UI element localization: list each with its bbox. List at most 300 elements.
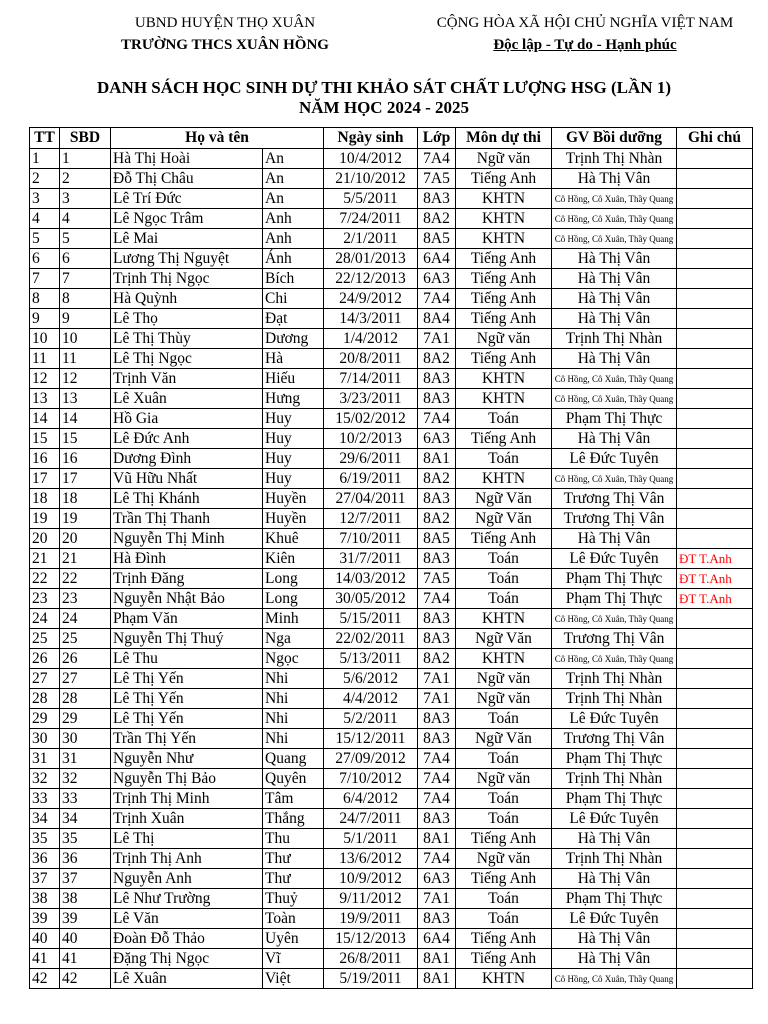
cell-tt: 32	[30, 769, 60, 789]
cell-class: 8A2	[418, 349, 456, 369]
table-row	[30, 749, 753, 769]
cell-family-name: Trần Thị Thanh	[111, 509, 263, 529]
cell-note	[677, 489, 753, 509]
cell-birthdate: 7/24/2011	[324, 209, 418, 229]
table-row	[30, 929, 753, 949]
cell-subject: Tiếng Anh	[456, 429, 552, 449]
cell-birthdate: 22/12/2013	[324, 269, 418, 289]
cell-class: 8A2	[418, 469, 456, 489]
table-row	[30, 489, 753, 509]
cell-class: 8A3	[418, 629, 456, 649]
cell-note	[677, 609, 753, 629]
cell-tt: 31	[30, 749, 60, 769]
cell-class: 8A1	[418, 449, 456, 469]
col-birthdate: Ngày sinh	[324, 128, 418, 149]
cell-given-name: Đạt	[263, 309, 324, 329]
cell-given-name: Khuê	[263, 529, 324, 549]
cell-birthdate: 24/9/2012	[324, 289, 418, 309]
cell-note	[677, 669, 753, 689]
cell-teacher: Cô Hồng, Cô Xuân, Thầy Quang	[552, 189, 677, 209]
table-row	[30, 509, 753, 529]
cell-sbd: 23	[60, 589, 111, 609]
cell-birthdate: 27/09/2012	[324, 749, 418, 769]
cell-sbd: 35	[60, 829, 111, 849]
cell-given-name: Nhi	[263, 689, 324, 709]
cell-teacher: Hà Thị Vân	[552, 309, 677, 329]
cell-note	[677, 389, 753, 409]
cell-class: 8A3	[418, 549, 456, 569]
cell-given-name: Long	[263, 589, 324, 609]
table-row	[30, 949, 753, 969]
table-row	[30, 889, 753, 909]
cell-family-name: Đoàn Đỗ Thảo	[111, 929, 263, 949]
cell-note	[677, 149, 753, 169]
cell-birthdate: 5/13/2011	[324, 649, 418, 669]
cell-tt: 8	[30, 289, 60, 309]
table-row	[30, 249, 753, 269]
cell-note: ĐT T.Anh	[677, 549, 753, 569]
cell-sbd: 38	[60, 889, 111, 909]
col-full-name: Họ và tên	[111, 128, 324, 149]
cell-tt: 10	[30, 329, 60, 349]
student-list-table	[29, 127, 753, 989]
cell-family-name: Lương Thị Nguyệt	[111, 249, 263, 269]
cell-class: 7A1	[418, 329, 456, 349]
cell-tt: 15	[30, 429, 60, 449]
cell-class: 7A1	[418, 889, 456, 909]
table-row	[30, 449, 753, 469]
cell-sbd: 19	[60, 509, 111, 529]
cell-note	[677, 349, 753, 369]
cell-teacher: Trịnh Thị Nhàn	[552, 769, 677, 789]
cell-sbd: 29	[60, 709, 111, 729]
cell-family-name: Phạm Văn	[111, 609, 263, 629]
cell-subject: Toán	[456, 889, 552, 909]
cell-subject: KHTN	[456, 609, 552, 629]
table-row	[30, 289, 753, 309]
cell-subject: Ngữ văn	[456, 329, 552, 349]
cell-subject: Tiếng Anh	[456, 929, 552, 949]
cell-note	[677, 329, 753, 349]
cell-family-name: Lê Mai	[111, 229, 263, 249]
cell-subject: Toán	[456, 549, 552, 569]
cell-class: 7A5	[418, 169, 456, 189]
cell-given-name: Toàn	[263, 909, 324, 929]
cell-family-name: Lê Trí Đức	[111, 189, 263, 209]
cell-tt: 20	[30, 529, 60, 549]
cell-given-name: Huy	[263, 409, 324, 429]
cell-note: ĐT T.Anh	[677, 569, 753, 589]
cell-tt: 2	[30, 169, 60, 189]
cell-class: 8A3	[418, 389, 456, 409]
cell-note	[677, 289, 753, 309]
cell-given-name: Vĩ	[263, 949, 324, 969]
cell-sbd: 1	[60, 149, 111, 169]
cell-note	[677, 749, 753, 769]
cell-teacher: Cô Hồng, Cô Xuân, Thầy Quang	[552, 469, 677, 489]
cell-class: 6A3	[418, 429, 456, 449]
cell-teacher: Lê Đức Tuyên	[552, 909, 677, 929]
cell-note	[677, 249, 753, 269]
cell-birthdate: 24/7/2011	[324, 809, 418, 829]
cell-family-name: Lê Văn	[111, 909, 263, 929]
cell-note	[677, 949, 753, 969]
table-row	[30, 349, 753, 369]
cell-family-name: Lê Thị Thùy	[111, 329, 263, 349]
table-row	[30, 769, 753, 789]
cell-family-name: Vũ Hữu Nhất	[111, 469, 263, 489]
cell-teacher: Hà Thị Vân	[552, 929, 677, 949]
cell-family-name: Nguyễn Thị Minh	[111, 529, 263, 549]
cell-given-name: Nga	[263, 629, 324, 649]
cell-teacher: Hà Thị Vân	[552, 869, 677, 889]
cell-sbd: 14	[60, 409, 111, 429]
cell-sbd: 4	[60, 209, 111, 229]
table-row	[30, 829, 753, 849]
cell-subject: Ngữ văn	[456, 149, 552, 169]
col-subject: Môn dự thi	[456, 128, 552, 149]
cell-tt: 9	[30, 309, 60, 329]
cell-teacher: Cô Hồng, Cô Xuân, Thầy Quang	[552, 209, 677, 229]
cell-tt: 36	[30, 849, 60, 869]
cell-tt: 18	[30, 489, 60, 509]
cell-birthdate: 14/3/2011	[324, 309, 418, 329]
table-row	[30, 389, 753, 409]
cell-class: 8A3	[418, 909, 456, 929]
cell-tt: 24	[30, 609, 60, 629]
cell-tt: 42	[30, 969, 60, 989]
cell-sbd: 18	[60, 489, 111, 509]
cell-teacher: Trịnh Thị Nhàn	[552, 329, 677, 349]
cell-tt: 37	[30, 869, 60, 889]
cell-sbd: 33	[60, 789, 111, 809]
cell-teacher: Phạm Thị Thực	[552, 789, 677, 809]
table-row	[30, 609, 753, 629]
table-row	[30, 649, 753, 669]
cell-teacher: Trương Thị Vân	[552, 729, 677, 749]
cell-note	[677, 829, 753, 849]
cell-tt: 5	[30, 229, 60, 249]
cell-birthdate: 3/23/2011	[324, 389, 418, 409]
cell-tt: 39	[30, 909, 60, 929]
cell-family-name: Trịnh Xuân	[111, 809, 263, 829]
cell-given-name: Việt	[263, 969, 324, 989]
cell-family-name: Trịnh Đăng	[111, 569, 263, 589]
cell-family-name: Nguyễn Như	[111, 749, 263, 769]
cell-family-name: Nguyễn Nhật Bảo	[111, 589, 263, 609]
cell-sbd: 2	[60, 169, 111, 189]
cell-birthdate: 28/01/2013	[324, 249, 418, 269]
cell-sbd: 42	[60, 969, 111, 989]
table-row	[30, 849, 753, 869]
cell-class: 8A2	[418, 649, 456, 669]
cell-note	[677, 729, 753, 749]
cell-class: 8A3	[418, 489, 456, 509]
cell-given-name: Bích	[263, 269, 324, 289]
table-row	[30, 569, 753, 589]
table-row	[30, 309, 753, 329]
cell-sbd: 36	[60, 849, 111, 869]
cell-birthdate: 15/12/2013	[324, 929, 418, 949]
table-row	[30, 369, 753, 389]
cell-family-name: Lê Thị Yến	[111, 669, 263, 689]
cell-subject: Ngữ Văn	[456, 729, 552, 749]
cell-birthdate: 29/6/2011	[324, 449, 418, 469]
cell-tt: 3	[30, 189, 60, 209]
cell-tt: 28	[30, 689, 60, 709]
cell-subject: Tiếng Anh	[456, 529, 552, 549]
cell-subject: Ngữ Văn	[456, 509, 552, 529]
cell-note	[677, 709, 753, 729]
cell-teacher: Hà Thị Vân	[552, 949, 677, 969]
cell-family-name: Nguyễn Thị Bảo	[111, 769, 263, 789]
cell-sbd: 3	[60, 189, 111, 209]
cell-birthdate: 9/11/2012	[324, 889, 418, 909]
cell-teacher: Lê Đức Tuyên	[552, 449, 677, 469]
cell-given-name: Tâm	[263, 789, 324, 809]
cell-teacher: Phạm Thị Thực	[552, 749, 677, 769]
table-row	[30, 229, 753, 249]
cell-birthdate: 13/6/2012	[324, 849, 418, 869]
cell-birthdate: 10/4/2012	[324, 149, 418, 169]
table-row	[30, 789, 753, 809]
cell-given-name: Kiên	[263, 549, 324, 569]
cell-subject: Toán	[456, 569, 552, 589]
cell-subject: Tiếng Anh	[456, 169, 552, 189]
col-note: Ghi chú	[677, 128, 753, 149]
cell-class: 7A4	[418, 749, 456, 769]
cell-birthdate: 15/02/2012	[324, 409, 418, 429]
cell-teacher: Phạm Thị Thực	[552, 589, 677, 609]
cell-teacher: Trịnh Thị Nhàn	[552, 689, 677, 709]
cell-sbd: 41	[60, 949, 111, 969]
cell-class: 8A3	[418, 609, 456, 629]
cell-tt: 22	[30, 569, 60, 589]
cell-class: 8A3	[418, 709, 456, 729]
cell-sbd: 34	[60, 809, 111, 829]
cell-teacher: Lê Đức Tuyên	[552, 549, 677, 569]
cell-subject: KHTN	[456, 469, 552, 489]
cell-sbd: 30	[60, 729, 111, 749]
cell-note	[677, 769, 753, 789]
cell-teacher: Phạm Thị Thực	[552, 569, 677, 589]
table-row	[30, 629, 753, 649]
cell-sbd: 32	[60, 769, 111, 789]
cell-given-name: Thu	[263, 829, 324, 849]
cell-sbd: 15	[60, 429, 111, 449]
country-name: CỘNG HÒA XÃ HỘI CHỦ NGHĨA VIỆT NAM	[436, 15, 734, 31]
school-header	[90, 12, 360, 56]
cell-family-name: Nguyễn Anh	[111, 869, 263, 889]
cell-birthdate: 7/10/2011	[324, 529, 418, 549]
cell-sbd: 22	[60, 569, 111, 589]
cell-subject: Ngữ văn	[456, 769, 552, 789]
cell-family-name: Lê Thị Yến	[111, 709, 263, 729]
cell-given-name: Thư	[263, 869, 324, 889]
cell-given-name: Huy	[263, 449, 324, 469]
cell-note	[677, 649, 753, 669]
table-row	[30, 409, 753, 429]
cell-family-name: Lê Thọ	[111, 309, 263, 329]
cell-given-name: Dương	[263, 329, 324, 349]
cell-note	[677, 309, 753, 329]
cell-teacher: Hà Thị Vân	[552, 169, 677, 189]
cell-given-name: Huy	[263, 469, 324, 489]
table-row	[30, 869, 753, 889]
school-name: TRƯỜNG THCS XUÂN HỒNG	[121, 37, 329, 53]
cell-sbd: 40	[60, 929, 111, 949]
cell-sbd: 7	[60, 269, 111, 289]
cell-family-name: Hà Thị Hoài	[111, 149, 263, 169]
cell-class: 8A3	[418, 729, 456, 749]
cell-family-name: Lê Xuân	[111, 389, 263, 409]
cell-birthdate: 21/10/2012	[324, 169, 418, 189]
cell-family-name: Lê Như Trường	[111, 889, 263, 909]
cell-tt: 33	[30, 789, 60, 809]
cell-family-name: Nguyễn Thị Thuý	[111, 629, 263, 649]
cell-given-name: Thư	[263, 849, 324, 869]
cell-family-name: Trịnh Thị Anh	[111, 849, 263, 869]
cell-birthdate: 5/19/2011	[324, 969, 418, 989]
cell-tt: 25	[30, 629, 60, 649]
cell-tt: 11	[30, 349, 60, 369]
cell-teacher: Trương Thị Vân	[552, 629, 677, 649]
cell-subject: Tiếng Anh	[456, 289, 552, 309]
cell-family-name: Lê Thị Yến	[111, 689, 263, 709]
cell-sbd: 20	[60, 529, 111, 549]
cell-given-name: Quang	[263, 749, 324, 769]
cell-given-name: Hà	[263, 349, 324, 369]
cell-class: 8A2	[418, 209, 456, 229]
cell-teacher: Trương Thị Vân	[552, 509, 677, 529]
cell-tt: 12	[30, 369, 60, 389]
cell-tt: 27	[30, 669, 60, 689]
cell-teacher: Trịnh Thị Nhàn	[552, 149, 677, 169]
cell-class: 6A4	[418, 929, 456, 949]
cell-class: 8A5	[418, 529, 456, 549]
cell-birthdate: 15/12/2011	[324, 729, 418, 749]
cell-teacher: Hà Thị Vân	[552, 429, 677, 449]
cell-subject: Toán	[456, 589, 552, 609]
cell-note	[677, 849, 753, 869]
cell-sbd: 17	[60, 469, 111, 489]
cell-sbd: 16	[60, 449, 111, 469]
cell-family-name: Lê Thị Khánh	[111, 489, 263, 509]
cell-class: 6A3	[418, 869, 456, 889]
cell-note	[677, 229, 753, 249]
cell-tt: 14	[30, 409, 60, 429]
cell-sbd: 12	[60, 369, 111, 389]
cell-birthdate: 31/7/2011	[324, 549, 418, 569]
cell-birthdate: 7/10/2012	[324, 769, 418, 789]
table-row	[30, 529, 753, 549]
table-row	[30, 269, 753, 289]
cell-family-name: Đặng Thị Ngọc	[111, 949, 263, 969]
cell-birthdate: 20/8/2011	[324, 349, 418, 369]
cell-tt: 4	[30, 209, 60, 229]
national-motto: Độc lập - Tự do - Hạnh phúc	[493, 37, 677, 53]
cell-class: 7A4	[418, 789, 456, 809]
cell-given-name: Anh	[263, 229, 324, 249]
table-row	[30, 189, 753, 209]
cell-note	[677, 469, 753, 489]
cell-birthdate: 7/14/2011	[324, 369, 418, 389]
cell-birthdate: 27/04/2011	[324, 489, 418, 509]
cell-birthdate: 30/05/2012	[324, 589, 418, 609]
cell-sbd: 26	[60, 649, 111, 669]
cell-teacher: Cô Hồng, Cô Xuân, Thầy Quang	[552, 369, 677, 389]
cell-subject: Toán	[456, 749, 552, 769]
cell-family-name: Trịnh Văn	[111, 369, 263, 389]
cell-tt: 19	[30, 509, 60, 529]
cell-given-name: Ánh	[263, 249, 324, 269]
cell-given-name: Nhi	[263, 709, 324, 729]
school-year: NĂM HỌC 2024 - 2025	[299, 98, 469, 117]
cell-subject: KHTN	[456, 229, 552, 249]
cell-birthdate: 5/15/2011	[324, 609, 418, 629]
cell-class: 7A4	[418, 589, 456, 609]
cell-given-name: Huy	[263, 429, 324, 449]
cell-birthdate: 26/8/2011	[324, 949, 418, 969]
cell-subject: Ngữ văn	[456, 849, 552, 869]
cell-family-name: Hồ Gia	[111, 409, 263, 429]
cell-class: 8A1	[418, 969, 456, 989]
cell-note	[677, 429, 753, 449]
cell-given-name: Ngọc	[263, 649, 324, 669]
table-row	[30, 549, 753, 569]
cell-subject: Ngữ văn	[456, 689, 552, 709]
cell-teacher: Trương Thị Vân	[552, 489, 677, 509]
cell-birthdate: 5/2/2011	[324, 709, 418, 729]
cell-sbd: 25	[60, 629, 111, 649]
cell-subject: KHTN	[456, 389, 552, 409]
cell-given-name: Nhi	[263, 729, 324, 749]
cell-tt: 6	[30, 249, 60, 269]
cell-teacher: Cô Hồng, Cô Xuân, Thầy Quang	[552, 609, 677, 629]
cell-given-name: Long	[263, 569, 324, 589]
table-row	[30, 689, 753, 709]
cell-family-name: Lê Thị Ngọc	[111, 349, 263, 369]
cell-tt: 34	[30, 809, 60, 829]
cell-teacher: Trịnh Thị Nhàn	[552, 849, 677, 869]
cell-given-name: An	[263, 169, 324, 189]
cell-note	[677, 909, 753, 929]
cell-sbd: 28	[60, 689, 111, 709]
cell-class: 6A3	[418, 269, 456, 289]
cell-note	[677, 969, 753, 989]
cell-family-name: Hà Đình	[111, 549, 263, 569]
cell-class: 7A5	[418, 569, 456, 589]
cell-note	[677, 689, 753, 709]
cell-note	[677, 869, 753, 889]
cell-teacher: Hà Thị Vân	[552, 829, 677, 849]
cell-teacher: Hà Thị Vân	[552, 289, 677, 309]
cell-sbd: 8	[60, 289, 111, 309]
cell-birthdate: 5/1/2011	[324, 829, 418, 849]
cell-family-name: Lê Đức Anh	[111, 429, 263, 449]
cell-note	[677, 169, 753, 189]
cell-family-name: Trịnh Thị Minh	[111, 789, 263, 809]
cell-note: ĐT T.Anh	[677, 589, 753, 609]
cell-subject: Tiếng Anh	[456, 829, 552, 849]
cell-tt: 26	[30, 649, 60, 669]
cell-subject: Toán	[456, 909, 552, 929]
cell-subject: Toán	[456, 409, 552, 429]
cell-subject: KHTN	[456, 649, 552, 669]
cell-sbd: 24	[60, 609, 111, 629]
cell-birthdate: 19/9/2011	[324, 909, 418, 929]
cell-given-name: An	[263, 149, 324, 169]
